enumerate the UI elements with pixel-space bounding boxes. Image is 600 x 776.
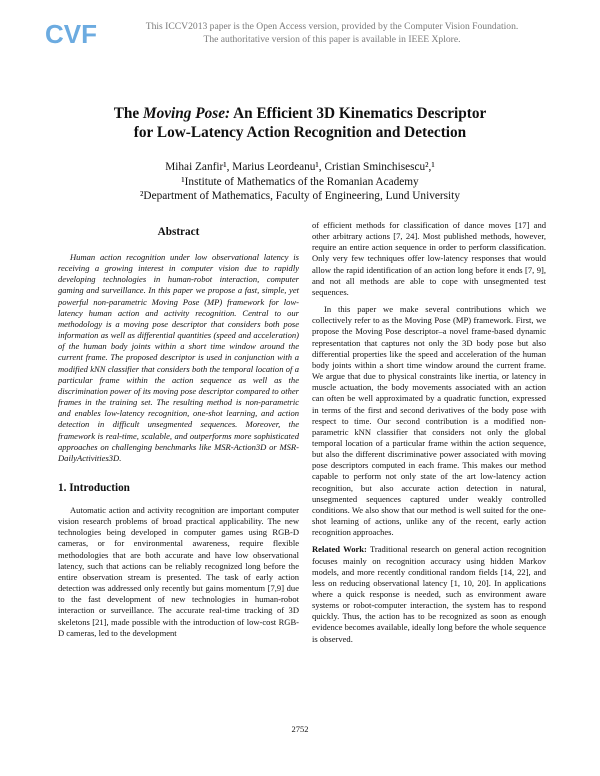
related-work-paragraph [312,544,546,644]
title-prefix: The [113,105,144,122]
related-work-text: Traditional research on general action recognition focuses mainly on recognition accuracy using hidden Markov models, and more recently conditional random fields [14, 22], and less on reducing observational latency [1, 10, 20]. In applications where a quick response is needed, such as environment aware systems or robot-computer interaction, the system has to respond quickly. Thus, the action has to be recognized as soon as enough evidence becomes available, ideally long before the whole sequence is observed. [312,544,546,644]
title-rest: An Efficient 3D Kinematics Descriptor [230,105,487,122]
abstract-heading: Abstract [157,226,200,238]
page-number: 2752 [291,724,309,734]
author-block [60,160,540,204]
open-access-notice [112,20,552,46]
right-column [312,220,546,645]
cvf-logo [44,18,102,48]
left-column [58,226,299,639]
cvf-logo-text: CVF [45,19,97,48]
title-italic: Moving Pose: [143,105,231,122]
introduction-heading: 1. Introduction [58,481,130,494]
introduction-paragraph-1: Automatic action and activity recognition are important computer vision research problems of broad practical applicability. The new technologies being developed in computer games using RGB-D cameras, or for environmental awareness, require flexible methodologies that are both accurate and have low observational latency, such that actions can be reliably recognized long before the entire observation stream is presented. The task of early action detection was addressed only recently but gains momentum [7,9] due to the fast development of new technologies in human-robot interaction or surveillance. The accurate real-time tracking of 3D skeletons [21], made possible with the introduction of low-cost RGB-D cameras, led to the development [58,504,299,638]
notice-line-1: This ICCV2013 paper is the Open Access version, provided by the Computer Vision Foundation. [145,21,519,32]
affiliation-1: ¹Institute of Mathematics of the Romanian Academy [181,175,419,188]
introduction-paragraph-1-continued: of efficient methods for classification of dance moves [17] and other arbitrary actions [7, 24]. Most published methods, however, require an entire action sequence in order to perform classification. Only very few techniques offer low-latency responses that would allow the rapid identification of an action long before it ends [7, 9], and not all methods are able to cope with unsegmented test sequences. [312,220,546,297]
cvf-logo-mark [44,18,102,48]
related-work-label: Related Work: [312,544,367,555]
abstract-text: Human action recognition under low observational latency is receiving a growing interest in computer vision due to rapidly developing technologies in human-robot interaction, computer gaming and surveillance. In this paper we propose a fast, simple, yet powerful non-parametric Moving Pose (MP) framework for low-latency human action and activity recognition. Central to our methodology is a moving pose descriptor that considers both pose information as well as differential quantities (speed and acceleration) of the human body joints within a short time window around the current frame. The proposed descriptor is used in conjunction with a modified kNN classifier that considers both the temporal location of a particular frame within the action sequence as well as the discrimination power of its moving pose descriptor compared to other frames in the training set. The resulting method is non-parametric and enables low-latency recognition, one-shot learning, and action detection in difficult unsegmented sequences. Moreover, the framework is real-time, scalable, and outperforms more sophisticated approaches on challenging benchmarks like MSR-Action3D or MSR-DailyActivities3D. [58,252,299,463]
notice-line-2: The authoritative version of this paper is available in IEEE Xplore. [203,34,461,45]
affiliation-2: ²Department of Mathematics, Faculty of Engineering, Lund University [140,190,460,202]
paper-title [60,104,540,142]
introduction-paragraph-2: In this paper we make several contributions which we collectively refer to as the Moving Pose (MP) framework. First, we propose the Moving Pose descriptor–a novel frame-based dynamic representation that captures not only the 3D body pose but also differential properties like the speed and acceleration of the human body joints within a short time window around the current frame. We argue that due to physical constraints like inertia, or latency in muscle actuation, the body movements associated with an action can often be well approximated by a quadratic function, expressed in terms of the first and second derivatives of the body pose with respect to time. Our second contribution is a modified non-parametric kNN classifier that considers not only the global temporal location of a particular frame within the action sequence, but also the different discriminative power associated with moving pose descriptors computed in each frame. This makes our method capable to perform not only state of the art low-latency action recognition, but also accurate action detection in natural, unsegmented sequences captured under weakly controlled conditions. We also show that our method is well suited for the one-shot learning of actions, unlike any of the recent, early action recognition approaches. [312,304,546,538]
title-line-2: for Low-Latency Action Recognition and Detection [133,124,467,141]
author-names: Mihai Zanfir¹, Marius Leordeanu¹, Cristian Sminchisescu²,¹ [165,161,435,173]
